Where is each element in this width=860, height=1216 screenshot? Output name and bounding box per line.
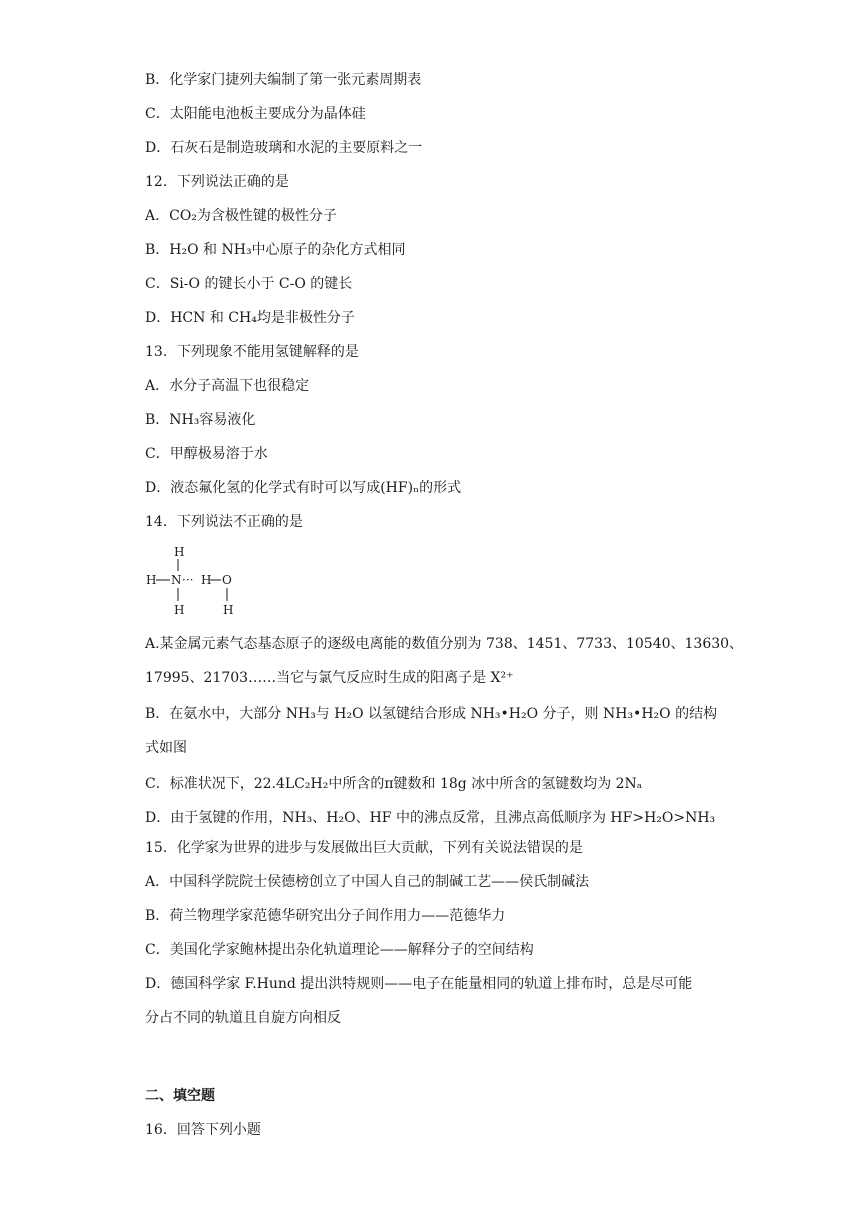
- h-atom-bottom: H: [174, 603, 185, 617]
- question-13: 13．下列现象不能用氢键解释的是: [145, 344, 359, 360]
- option-d: D．液态氟化氢的化学式有时可以写成(HF)ₙ的形式: [145, 480, 462, 496]
- h-atom-bridge: H: [201, 573, 212, 587]
- o-atom: O: [222, 573, 232, 587]
- h-atom-o: H: [223, 603, 234, 617]
- option-c: C．标准状况下，22.4LC₂H₂中所含的π键数和 18g 冰中所含的氢键数均为 2Nₐ: [145, 776, 643, 792]
- option-d: D．由于氢键的作用，NH₃、H₂O、HF 中的沸点反常，且沸点高低顺序为 HF>H₂O>NH₃: [145, 810, 716, 826]
- question-14: 14．下列说法不正确的是: [145, 514, 303, 530]
- option-b: B．荷兰物理学家范德华研究出分子间作用力——范德华力: [145, 908, 506, 924]
- option-b: B．NH₃容易液化: [145, 412, 256, 428]
- nh3-h2o-structure-diagram: [146, 544, 246, 618]
- option-a-line2: 17995、21703……当它与氯气反应时生成的阳离子是 X²⁺: [145, 670, 514, 686]
- option-d-line2: 分占不同的轨道且自旋方向相反: [145, 1010, 341, 1026]
- option-c: C．美国化学家鲍林提出杂化轨道理论——解释分子的空间结构: [145, 942, 534, 958]
- option-d: D．HCN 和 CH₄均是非极性分子: [145, 310, 355, 326]
- hydrogen-bond-dots: ···: [182, 573, 194, 587]
- section-title: 二、填空题: [145, 1088, 215, 1104]
- question-15: 15．化学家为世界的进步与发展做出巨大贡献，下列有关说法错误的是: [145, 840, 583, 856]
- option-a-line1: A.某金属元素气态基态原子的逐级电离能的数值分别为 738、1451、7733、10540、13630、: [145, 636, 744, 652]
- option-a: A．CO₂为含极性键的极性分子: [145, 208, 337, 224]
- h-atom-left: H: [146, 573, 157, 587]
- option-b-line1: B．在氨水中，大部分 NH₃与 H₂O 以氢键结合形成 NH₃•H₂O 分子，则 NH₃•H₂O 的结构: [145, 706, 718, 722]
- question-12: 12．下列说法正确的是: [145, 174, 289, 190]
- option-c: C．太阳能电池板主要成分为晶体硅: [145, 106, 366, 122]
- option-d: D．石灰石是制造玻璃和水泥的主要原料之一: [145, 140, 423, 156]
- h-atom-top: H: [174, 545, 185, 559]
- option-a: A．中国科学院院士侯德榜创立了中国人自己的制碱工艺——侯氏制碱法: [145, 874, 590, 890]
- option-b: B．H₂O 和 NH₃中心原子的杂化方式相同: [145, 242, 406, 258]
- option-d-line1: D．德国科学家 F.Hund 提出洪特规则——电子在能量相同的轨道上排布时，总是尽可能: [145, 976, 693, 992]
- option-c: C．Si-O 的键长小于 C-O 的键长: [145, 276, 353, 292]
- option-b: B．化学家门捷列夫编制了第一张元素周期表: [145, 72, 422, 88]
- question-16: 16．回答下列小题: [145, 1122, 261, 1138]
- option-b-line2: 式如图: [145, 740, 187, 756]
- option-c: C．甲醇极易溶于水: [145, 446, 268, 462]
- n-atom: N: [171, 573, 182, 587]
- option-a: A．水分子高温下也很稳定: [145, 378, 310, 394]
